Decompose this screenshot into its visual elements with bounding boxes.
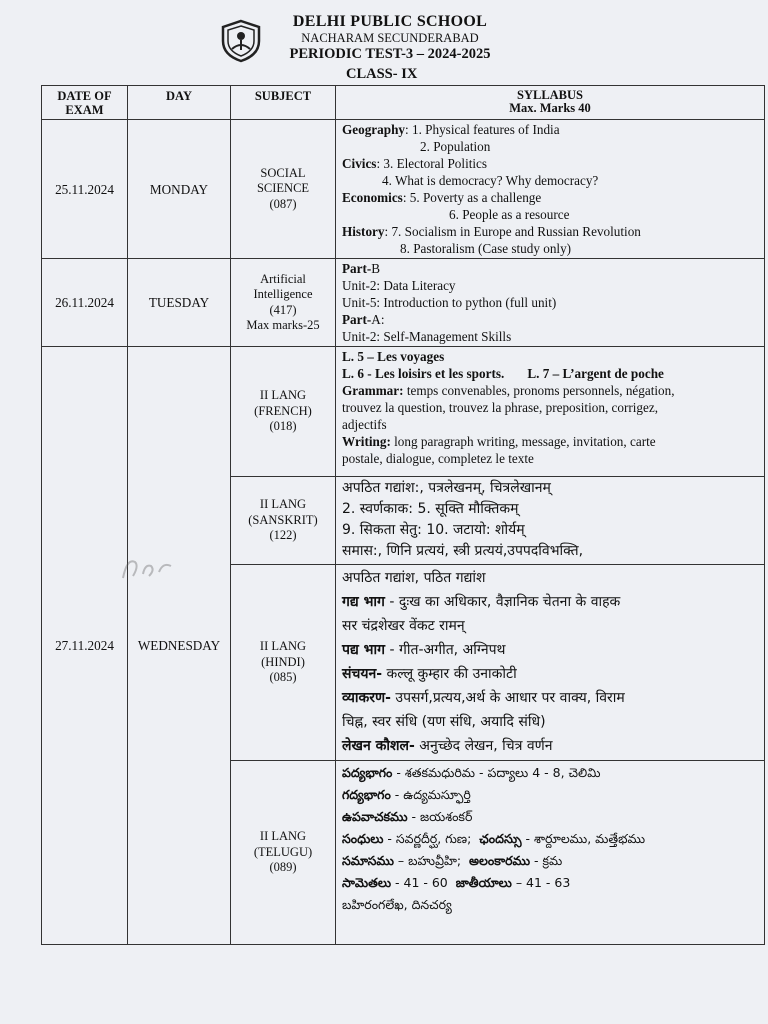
col-subject-header: SUBJECT [231,86,336,120]
syllabus-line: సామెతలు - 41 - 60 జాతీయాలు – 41 - 63 [342,875,571,890]
subject-code: (122) [269,528,297,543]
syllabus-line: గద్యభాగం - ఉద్యమస్ఫూర్తి [342,787,471,802]
syllabus-line: పద్యభాగం - శతకమధురిమ - పద్యాలు 4 - 8, చెలిమి [342,765,601,780]
syllabus-line: Unit-5: Introduction to python (full unit) [342,295,557,310]
syllabus-line: బహిరంగలేఖ, దినచర్య [342,897,452,912]
syllabus-line: संचयन- कल्लू कुम्हार की उनाकोटी [342,666,517,682]
exam-day: TUESDAY [128,259,231,347]
section-label: History [342,224,385,239]
subject-code: (018) [269,419,297,434]
school-crest-icon [219,19,263,63]
syllabus-line: Unit-2: Self-Management Skills [342,329,512,344]
subject-cell [231,565,336,761]
col-day-header: DAY [128,86,231,120]
syllabus-line: अपठित गद्यांश:, पत्रलेखनम्, चित्रलेखानम् [342,480,551,496]
subject-cell [231,347,336,477]
subject-line: II LANG [259,639,307,654]
syllabus-line: 4. What is democracy? Why democracy? [382,173,599,188]
school-name: DELHI PUBLIC SCHOOL [292,13,488,30]
class-title: CLASS- IX [346,66,418,82]
syllabus-cell [336,259,765,347]
section-label: Geography [342,122,406,137]
syllabus-line: 9. सिकता सेतु: 10. जटायो: शोर्यम् [342,522,525,538]
col-date-header: DATE OF EXAM [42,86,128,120]
subject-code: (089) [269,860,297,875]
syllabus-line: History: 7. Socialism in Europe and Russian Revolution [342,224,641,239]
subject-line: SCIENCE [256,181,310,196]
col-syllabus-header [336,86,765,120]
syllabus-line: ఉపవాచకము - జయశంకర్ [342,809,473,824]
syllabus-line: L. 6 - Les loisirs et les sports. L. 7 – L’argent de poche [342,366,664,381]
syllabus-line: 8. Pastoralism (Case study only) [400,241,572,256]
subject-cell [231,120,336,259]
syllabus-line: 2. स्वर्णकाक: 5. सूक्ति मौक्तिकम् [342,501,519,517]
exam-date: 25.11.2024 [42,120,128,259]
subject-line: Intelligence [253,287,313,301]
test-title: PERIODIC TEST-3 – 2024-2025 [289,45,491,62]
subject-line: (HINDI) [261,654,305,669]
exam-date: 26.11.2024 [42,259,128,347]
syllabus-line: Writing: long paragraph writing, message, invitation, carte [342,434,656,449]
subject-cell [231,761,336,945]
syllabus-line: trouvez la question, trouvez la phrase, preposition, corrigez, [342,400,659,415]
exam-day: MONDAY [128,120,231,259]
syllabus-cell [336,477,765,565]
syllabus-line: पद्य भाग - गीत-अगीत, अग्निपथ [342,642,506,658]
syllabus-line: సమాసము – బహువ్రీహి; అలంకారము - క్రమ [342,853,563,868]
syllabus-line: సంధులు - సవర్ణదీర్ఘ, గుణ; ఛందస్సు - శార్దూలము, మత్తేభము [342,831,646,846]
syllabus-line: लेखन कौशल- अनुच्छेद लेखन, चित्र वर्णन [342,738,553,754]
school-location: NACHARAM SECUNDERABAD [301,31,479,46]
subject-line: (SANSKRIT) [248,512,318,527]
subject-line: II LANG [259,388,307,403]
subject-code: (417) [269,302,297,317]
syllabus-cell [336,761,765,945]
table-row [42,120,765,259]
subject-line: II LANG [259,829,307,844]
syllabus-line: चिह्न, स्वर संधि (यण संधि, अयादि संधि) [342,714,546,730]
table-row [42,347,765,477]
stamp-icon [117,552,181,586]
syllabus-line: गद्य भाग - दुःख का अधिकार, वैज्ञानिक चेतना के वाहक [342,594,621,610]
subject-line: Artificial [260,271,306,286]
syllabus-line: Part-B [342,261,381,276]
school-header [270,13,510,62]
subject-cell [231,259,336,347]
syllabus-line: समास:, णिनि प्रत्ययं, स्त्री प्रत्ययं,उपपदविभक्ति, [342,543,584,559]
max-marks-label: Max. Marks 40 [509,101,591,115]
subject-code: (087) [269,196,297,211]
syllabus-line: व्याकरण- उपसर्ग,प्रत्यय,अर्थ के आधार पर वाक्य, विराम [342,690,625,706]
exam-date: 27.11.2024 [42,347,128,945]
syllabus-line: Grammar: temps convenables, pronoms personnels, négation, [342,383,675,398]
syllabus-line: L. 5 – Les voyages [342,349,445,364]
syllabus-line: 6. People as a resource [449,207,570,222]
section-label: Civics [342,156,377,171]
syllabus-line: सर चंद्रशेखर वेंकट रामन् [342,618,465,634]
table-header-row [42,86,765,120]
syllabus-line: postale, dialogue, completez le texte [342,451,534,466]
subject-code: (085) [269,670,297,685]
syllabus-line: Economics: 5. Poverty as a challenge [342,190,542,205]
syllabus-cell [336,120,765,259]
syllabus-cell [336,565,765,761]
syllabus-line: Unit-2: Data Literacy [342,278,456,293]
exam-table [41,85,765,945]
subject-line: SOCIAL [260,165,306,180]
section-label: Economics [342,190,403,205]
syllabus-line: 2. Population [420,139,491,154]
syllabus-line: Geography: 1. Physical features of India [342,122,560,137]
subject-line: (FRENCH) [254,403,312,418]
syllabus-line: Part-A: [342,312,385,327]
exam-day: WEDNESDAY [128,347,231,945]
subject-max-marks: Max marks-25 [246,318,320,332]
table-row [42,259,765,347]
syllabus-line: अपठित गद्यांश, पठित गद्यांश [342,570,486,586]
syllabus-label: SYLLABUS [517,88,583,102]
syllabus-line: Civics: 3. Electoral Politics [342,156,488,171]
syllabus-line: adjectifs [342,417,387,432]
subject-line: (TELUGU) [253,844,313,859]
subject-cell [231,477,336,565]
subject-line: II LANG [259,497,307,512]
syllabus-cell [336,347,765,477]
